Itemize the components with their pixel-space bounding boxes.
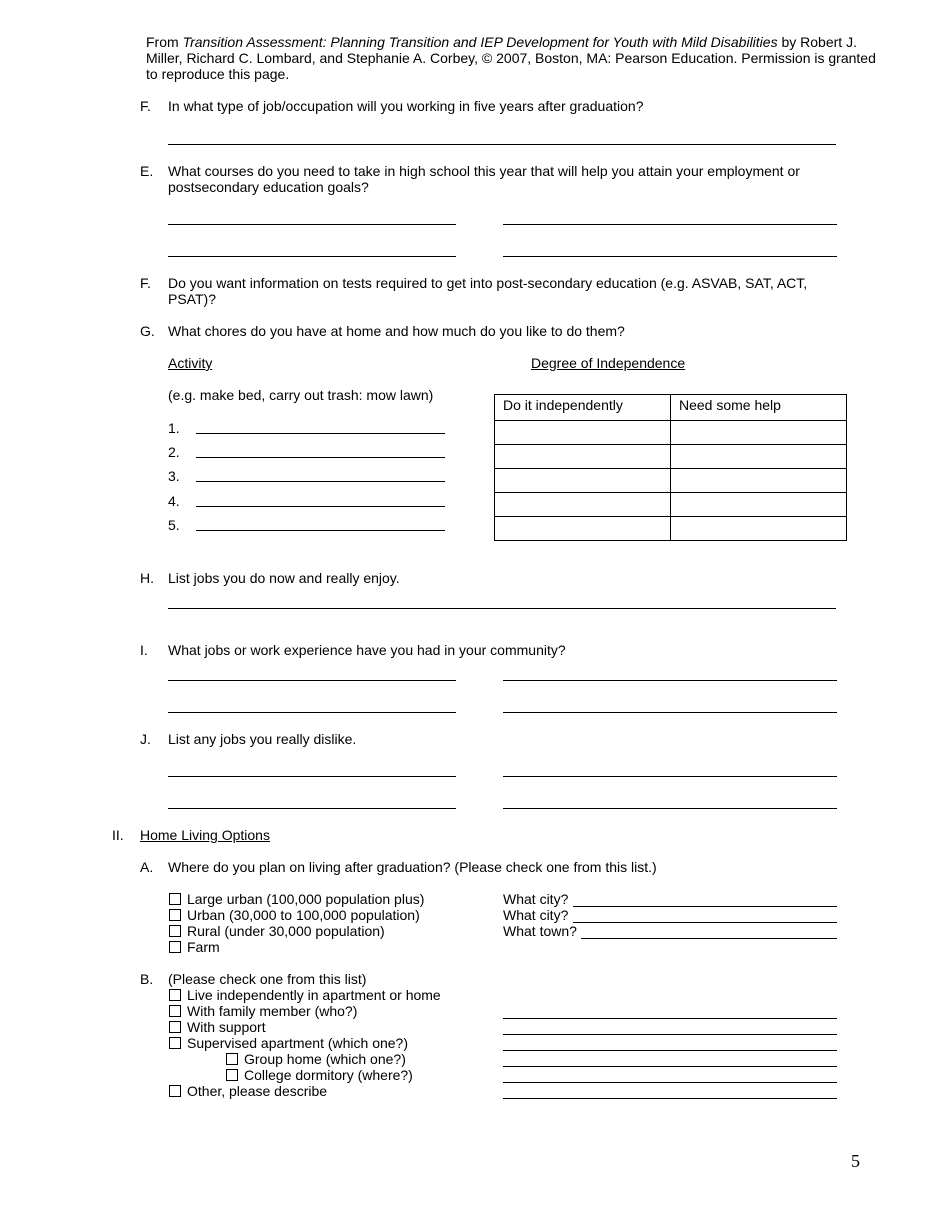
question-h-letter: H. bbox=[140, 570, 154, 586]
answer-line[interactable] bbox=[168, 144, 836, 145]
option-label: Supervised apartment (which one?) bbox=[187, 1035, 409, 1051]
degree-heading: Degree of Independence bbox=[531, 355, 686, 371]
question-h-text: List jobs you do now and really enjoy. bbox=[168, 570, 400, 586]
table-cell[interactable] bbox=[671, 493, 847, 517]
answer-line[interactable] bbox=[168, 256, 456, 257]
question-b-letter: B. bbox=[140, 971, 154, 987]
table-cell[interactable] bbox=[671, 469, 847, 493]
option-label: Rural (under 30,000 population) bbox=[187, 923, 385, 939]
question-f2-line1: Do you want information on tests required to get into post-secondary education (e.g. ASVAB, SAT, ACT, bbox=[168, 275, 808, 291]
question-f1-letter: F. bbox=[140, 98, 151, 114]
table-row bbox=[495, 421, 847, 445]
city-answer-line[interactable] bbox=[573, 922, 837, 923]
checkbox-live-independently[interactable] bbox=[169, 989, 181, 1001]
answer-line[interactable] bbox=[503, 776, 837, 777]
header-independent: Do it independently bbox=[495, 395, 671, 421]
city-prompt: What city? bbox=[503, 907, 569, 923]
activity-number: 1. bbox=[168, 420, 180, 436]
option-label: College dormitory (where?) bbox=[244, 1067, 413, 1083]
activity-line[interactable] bbox=[196, 457, 445, 458]
answer-line[interactable] bbox=[503, 712, 837, 713]
citation-header: From Transition Assessment: Planning Transition and IEP Development for Youth with Mild Disabilities by Robert J. Miller, Richard C. Lombard, and Stephanie A. Corbey, © 2007, Boston, MA: Pearson Education. Permission is granted to reproduce this page. bbox=[146, 34, 876, 82]
question-e-line1: What courses do you need to take in high school this year that will help you attain your employment or bbox=[168, 163, 800, 179]
option-label: Live independently in apartment or home bbox=[187, 987, 441, 1003]
checkbox-rural[interactable] bbox=[169, 925, 181, 937]
table-cell[interactable] bbox=[495, 469, 671, 493]
answer-line[interactable] bbox=[503, 256, 837, 257]
option-label: Urban (30,000 to 100,000 population) bbox=[187, 907, 420, 923]
answer-line[interactable] bbox=[168, 712, 456, 713]
activity-line[interactable] bbox=[196, 433, 445, 434]
table-cell[interactable] bbox=[495, 517, 671, 541]
option-label: Farm bbox=[187, 939, 220, 955]
describe-line[interactable] bbox=[503, 1018, 837, 1019]
table-cell[interactable] bbox=[671, 517, 847, 541]
question-j-letter: J. bbox=[140, 731, 151, 747]
table-cell[interactable] bbox=[671, 421, 847, 445]
activity-example: (e.g. make bed, carry out trash: mow lawn) bbox=[168, 387, 434, 403]
question-b-text: (Please check one from this list) bbox=[168, 971, 367, 987]
describe-line[interactable] bbox=[503, 1066, 837, 1067]
option-label: With support bbox=[187, 1019, 266, 1035]
page-number: 5 bbox=[851, 1151, 860, 1171]
city-answer-line[interactable] bbox=[573, 906, 837, 907]
answer-line[interactable] bbox=[503, 808, 837, 809]
table-cell[interactable] bbox=[495, 421, 671, 445]
checkbox-large-urban[interactable] bbox=[169, 893, 181, 905]
header-need-help: Need some help bbox=[671, 395, 847, 421]
town-prompt: What town? bbox=[503, 923, 577, 939]
answer-line[interactable] bbox=[168, 224, 456, 225]
option-label: With family member (who?) bbox=[187, 1003, 358, 1019]
question-a-letter: A. bbox=[140, 859, 154, 875]
checkbox-group-home[interactable] bbox=[226, 1053, 238, 1065]
question-i-letter: I. bbox=[140, 642, 148, 658]
question-g-letter: G. bbox=[140, 323, 155, 339]
table-cell[interactable] bbox=[671, 445, 847, 469]
question-g-text: What chores do you have at home and how much do you like to do them? bbox=[168, 323, 625, 339]
answer-line[interactable] bbox=[503, 224, 837, 225]
book-title: Transition Assessment: Planning Transition and IEP Development for Youth with Mild Disabilities bbox=[182, 34, 778, 50]
answer-line[interactable] bbox=[503, 680, 837, 681]
city-prompt: What city? bbox=[503, 891, 569, 907]
checkbox-with-support[interactable] bbox=[169, 1021, 181, 1033]
option-label: Group home (which one?) bbox=[244, 1051, 406, 1067]
activity-number: 3. bbox=[168, 468, 180, 484]
table-cell[interactable] bbox=[495, 493, 671, 517]
section-title: Home Living Options bbox=[140, 827, 270, 843]
question-e-line2: postsecondary education goals? bbox=[168, 179, 369, 195]
question-f2-line2: PSAT)? bbox=[168, 291, 216, 307]
option-label: Large urban (100,000 population plus) bbox=[187, 891, 425, 907]
table-header-row bbox=[495, 395, 847, 421]
activity-number: 2. bbox=[168, 444, 180, 460]
table-row bbox=[495, 445, 847, 469]
table-row bbox=[495, 493, 847, 517]
describe-line[interactable] bbox=[503, 1098, 837, 1099]
table-cell[interactable] bbox=[495, 445, 671, 469]
checkbox-college-dormitory[interactable] bbox=[226, 1069, 238, 1081]
activity-heading: Activity bbox=[168, 355, 213, 371]
answer-line[interactable] bbox=[168, 776, 456, 777]
question-a-text: Where do you plan on living after graduation? (Please check one from this list.) bbox=[168, 859, 657, 875]
answer-line[interactable] bbox=[168, 608, 836, 609]
question-i-text: What jobs or work experience have you had in your community? bbox=[168, 642, 566, 658]
table-row bbox=[495, 469, 847, 493]
table-row bbox=[495, 517, 847, 541]
independence-table bbox=[494, 394, 847, 541]
question-f2-letter: F. bbox=[140, 275, 151, 291]
checkbox-other[interactable] bbox=[169, 1085, 181, 1097]
option-label: Other, please describe bbox=[187, 1083, 328, 1099]
describe-line[interactable] bbox=[503, 1082, 837, 1083]
checkbox-farm[interactable] bbox=[169, 941, 181, 953]
checkbox-supervised-apartment[interactable] bbox=[169, 1037, 181, 1049]
checkbox-family-member[interactable] bbox=[169, 1005, 181, 1017]
answer-line[interactable] bbox=[168, 680, 456, 681]
question-f1-text: In what type of job/occupation will you working in five years after graduation? bbox=[168, 98, 644, 114]
activity-line[interactable] bbox=[196, 506, 445, 507]
checkbox-urban[interactable] bbox=[169, 909, 181, 921]
activity-line[interactable] bbox=[196, 481, 445, 482]
section-numeral: II. bbox=[112, 827, 124, 843]
activity-number: 5. bbox=[168, 517, 180, 533]
question-j-text: List any jobs you really dislike. bbox=[168, 731, 357, 747]
activity-number: 4. bbox=[168, 493, 180, 509]
describe-line[interactable] bbox=[503, 1050, 837, 1051]
question-e-letter: E. bbox=[140, 163, 154, 179]
town-answer-line[interactable] bbox=[581, 938, 837, 939]
activity-line[interactable] bbox=[196, 530, 445, 531]
answer-line[interactable] bbox=[168, 808, 456, 809]
describe-line[interactable] bbox=[503, 1034, 837, 1035]
